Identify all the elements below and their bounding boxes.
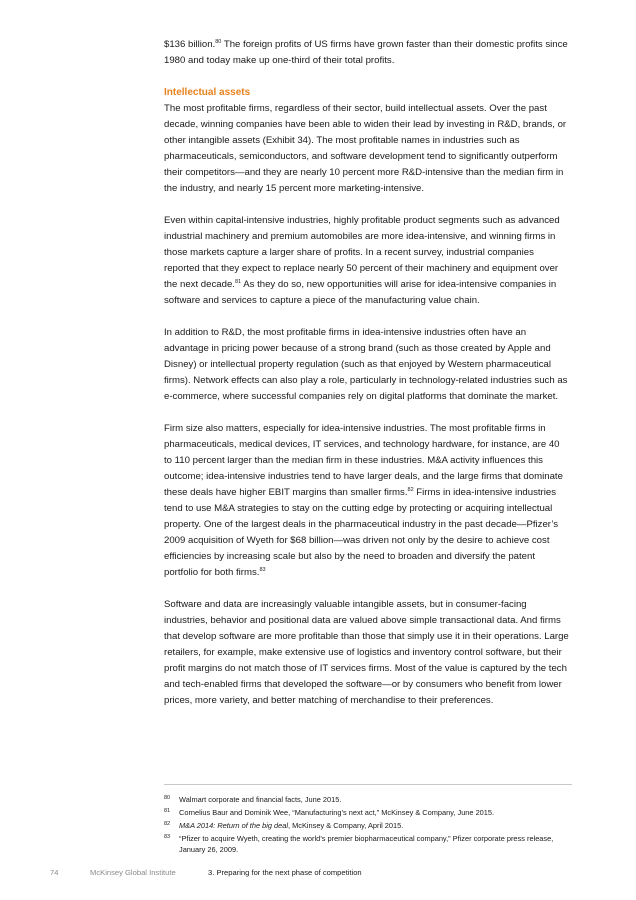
footnote-text: M&A 2014: Return of the big deal, McKinsey & Company, April 2015.	[179, 821, 404, 830]
body-paragraph: In addition to R&D, the most profitable firms in idea-intensive industries often have an advantage in pricing power because of a strong brand (such as those created by Apple and Disney) or intellectual property regulation (such as that enjoyed by Western pharmaceutical firms). Network effects can also play a role, particularly in technology-related industries such as e-commerce, where successful companies rely on digital platforms that dominate the market.	[164, 327, 568, 402]
footnote-text: Walmart corporate and financial facts, June 2015.	[179, 795, 342, 804]
footnote-text: Cornelius Baur and Dominik Wee, “Manufacturing’s next act,” McKinsey & Company, June 2015.	[179, 808, 495, 817]
footnote-ref: 82	[407, 487, 414, 493]
footnote-text: “Pfizer to acquire Wyeth, creating the world’s premier biopharmaceutical company,” Pfizer corporate press release, January 26, 2009.	[179, 834, 554, 854]
footnote-ref: 83	[259, 567, 266, 573]
body-paragraph: Firm size also matters, especially for idea-intensive industries. The most profitable firms in pharmaceuticals, medical devices, IT services, and technology hardware, for instance, are 40 to 110 percent larger than the median firm in these industries. M&A activity influences this outcome; idea-intensive industries tend to have larger deals, and the large firms that dominate these deals have higher EBIT margins than smaller firms.$^{82}$ Firms in idea-intensive industries tend to use M&A strategies to stay on the cutting edge by protecting or acquiring intellectual property. One of the largest deals in the pharmaceutical industry in the past decade—Pfizer’s 2009 acquisition of Wyeth for $68 billion—was driven not only by the desire to achieve cost efficiencies by increasing scale but also by the need to broaden and diversify the patent portfolio for both firms.$^{83}$	[164, 423, 563, 578]
footnote-number: 82	[164, 821, 171, 827]
footnote	[164, 833, 572, 855]
body-paragraph: Software and data are increasingly valuable intangible assets, but in consumer-facing industries, behavior and positional data are valued above simple transactional data. And firms that develop software are more profitable than those that simply use it in their operations. Large retailers, for example, make extensive use of logistics and inventory control software, but their profit margins do not match those of IT services firms. Most of the value is captured by the tech and tech-enabled firms that developed the software—or by consumers who benefit from lower prices, more variety, and better matching of merchandise to their preferences.	[164, 599, 569, 706]
footnotes	[164, 794, 572, 857]
footnote-number: 83	[164, 834, 171, 840]
footnote-title: M&A 2014: Return of the big deal	[179, 821, 289, 830]
footnote	[164, 794, 572, 805]
footnote-ref: 80	[215, 39, 222, 45]
intro-paragraph: $136 billion.$^{80}$ The foreign profits of US firms have grown faster than their domestic profits since 1980 and today make up one-third of their total profits.	[164, 39, 568, 66]
body-paragraph: Even within capital-intensive industries, highly profitable product segments such as advanced industrial machinery and premium automobiles are more idea-intensive, and winning firms in those markets capture a larger share of profits. In a recent survey, industrial companies reported that they expect to replace nearly 50 percent of their machinery and equipment over the next decade.$^{81}$ As they do so, new opportunities will arise for idea-intensive companies in software and services to capture a piece of the manufacturing value chain.	[164, 215, 560, 306]
main-content	[164, 37, 570, 725]
footnote	[164, 807, 572, 818]
section-heading: Intellectual assets	[164, 87, 251, 98]
publisher-name: McKinsey Global Institute	[90, 868, 176, 877]
footnote	[164, 820, 572, 831]
footnote-number: 80	[164, 795, 171, 801]
footnote-divider	[164, 784, 572, 785]
page-footer	[0, 868, 636, 882]
footnote-ref: 81	[234, 279, 242, 285]
chapter-title: 3. Preparing for the next phase of competition	[208, 868, 362, 877]
page-number: 74	[50, 868, 59, 877]
footnote-number: 81	[164, 808, 171, 814]
body-paragraph: The most profitable firms, regardless of their sector, build intellectual assets. Over the past decade, winning companies have been able to widen their lead by investing in R&D, brands, or other intangible assets (Exhibit 34). The most profitable names in industries such as pharmaceuticals, semiconductors, and software development tend to significantly outperform their competitors—and they are nearly 10 percent more R&D-intensive than the median firm in the industry, and nearly 15 percent more marketing-intensive.	[164, 103, 567, 194]
